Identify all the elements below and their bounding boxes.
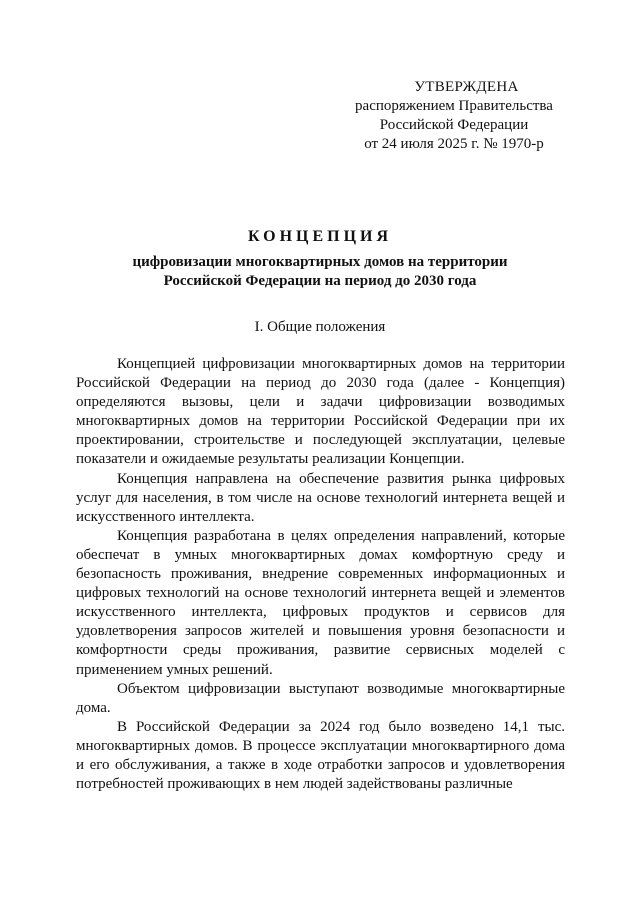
document-subtitle-line-2: Российской Федерации на период до 2030 года: [163, 273, 477, 289]
paragraph: Концепцией цифровизации многоквартирных домов на территории Российской Федерации на период до 2030 года (далее - Концепция) определяются вызовы, цели и задачи цифровизации возводимых многоквартирных домов на территории Российской Федерации при их проектировании, строительстве и последующей эксплуатации, целевые показатели и ожидаемые результаты реализации Концепции.: [76, 356, 565, 468]
paragraph: Концепция разработана в целях определения направлений, которые обеспечат в умных многоквартирных домах комфортную среду и безопасность проживания, внедрение современных информационных и цифровых технологий на основе технологий интернета вещей и элементов искусственного интеллекта, цифровых продуктов и сервисов для удовлетворения запросов жителей и повышения уровня безопасности и комфортности среды проживания, развитие сервисных моделей с применением умных решений.: [76, 527, 565, 678]
document-title: КОНЦЕПЦИЯ: [247, 228, 393, 245]
section-heading: I. Общие положения: [254, 319, 386, 335]
section-body: [76, 355, 565, 794]
paragraph: В Российской Федерации за 2024 год было возведено 14,1 тыс. многоквартирных домов. В процессе эксплуатации многоквартирного дома и его обслуживания, а также в ходе отработки запросов и удовлетворения потребностей проживающих в нем людей задействованы различные: [76, 718, 565, 793]
approval-line-1: распоряжением Правительства: [355, 98, 553, 114]
approval-stamp: [340, 78, 568, 154]
approval-line-3: от 24 июля 2025 г. № 1970-р: [364, 136, 544, 152]
document-subtitle-line-1: цифровизации многоквартирных домов на территории: [132, 254, 508, 270]
title-block: [60, 227, 580, 291]
paragraph: Объектом цифровизации выступают возводимые многоквартирные дома.: [76, 680, 565, 716]
approval-line-2: Российской Федерации: [379, 117, 529, 133]
approved-label: УТВЕРЖДЕНА: [414, 79, 519, 95]
paragraph: Концепция направлена на обеспечение развития рынка цифровых услуг для населения, в том числе на основе технологий интернета вещей и искусственного интеллекта.: [76, 470, 565, 525]
